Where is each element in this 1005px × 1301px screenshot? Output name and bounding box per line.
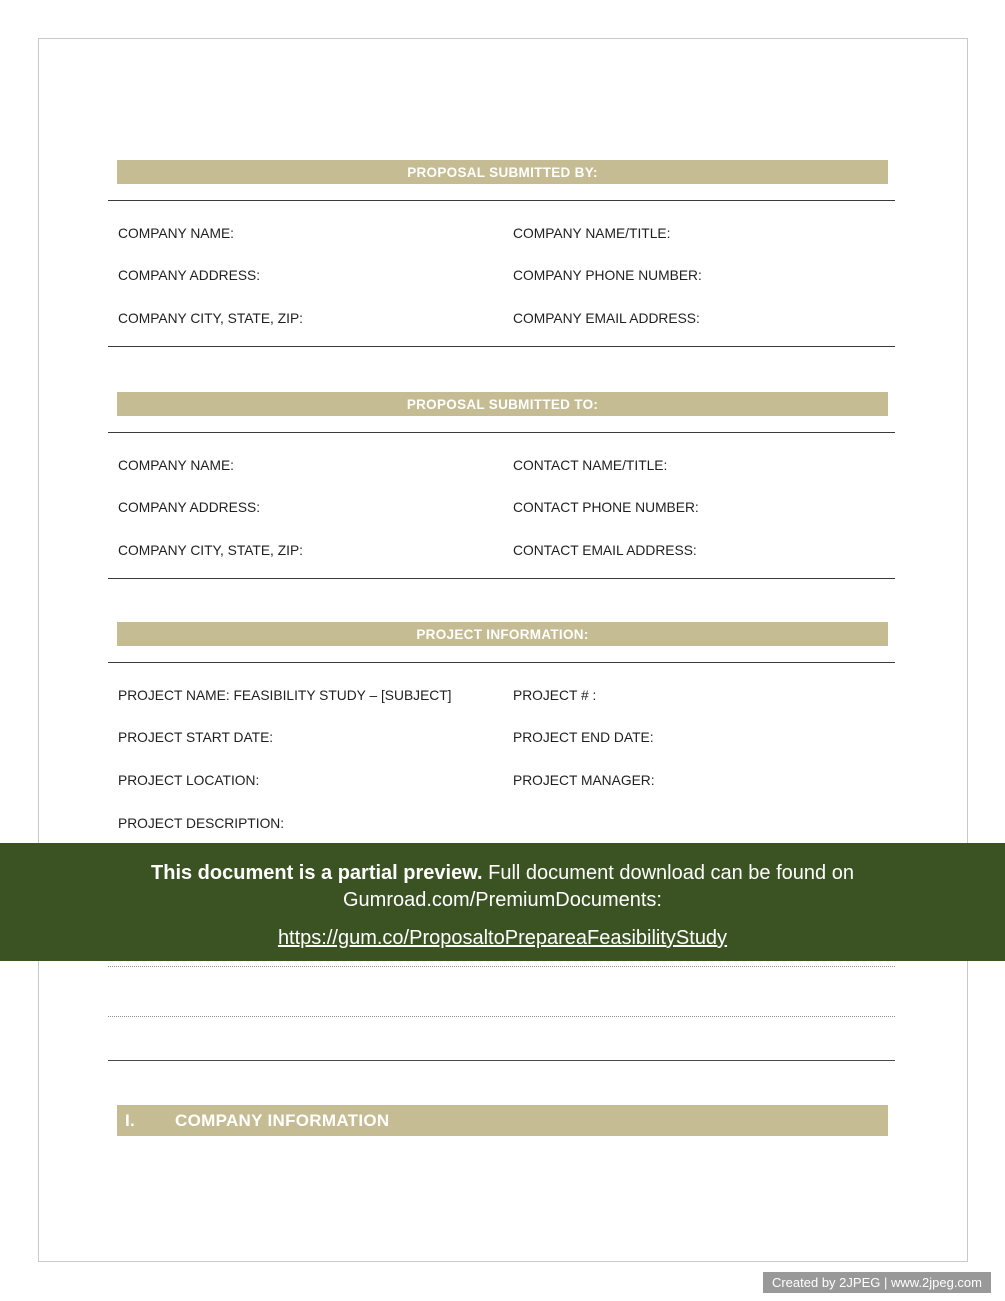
heading-numeral: I. bbox=[125, 1110, 136, 1130]
field-row bbox=[118, 773, 888, 788]
field-label: PROJECT END DATE: bbox=[513, 730, 654, 745]
section-proposal-submitted-by bbox=[117, 160, 888, 360]
field-row bbox=[118, 816, 888, 831]
section-divider bbox=[108, 200, 895, 201]
section-divider bbox=[108, 432, 895, 433]
field-label: CONTACT NAME/TITLE: bbox=[513, 458, 668, 473]
section-proposal-submitted-to bbox=[117, 392, 888, 588]
section-divider bbox=[108, 1060, 895, 1061]
field-label: PROJECT START DATE: bbox=[118, 730, 274, 745]
field-label: COMPANY ADDRESS: bbox=[118, 500, 261, 515]
section-title: PROJECT INFORMATION: bbox=[416, 626, 589, 642]
company-information-heading bbox=[117, 1105, 888, 1136]
field-row bbox=[118, 311, 888, 326]
field-label: CONTACT EMAIL ADDRESS: bbox=[513, 543, 697, 558]
field-label: COMPANY NAME/TITLE: bbox=[513, 226, 671, 241]
banner-text: Full document download can be found on Gumroad.com/PremiumDocuments: bbox=[343, 862, 854, 911]
field-row bbox=[118, 730, 888, 745]
field-label: CONTACT PHONE NUMBER: bbox=[513, 500, 699, 515]
section-title: PROPOSAL SUBMITTED BY: bbox=[407, 164, 598, 180]
field-label: COMPANY NAME: bbox=[118, 226, 235, 241]
field-label: COMPANY PHONE NUMBER: bbox=[513, 268, 702, 283]
banner-link-line bbox=[0, 927, 1005, 950]
field-label: PROJECT NAME: FEASIBILITY STUDY – [SUBJECT] bbox=[118, 688, 452, 703]
banner-download-link[interactable]: https://gum.co/ProposaltoPrepareaFeasibilityStudy bbox=[277, 927, 728, 949]
field-label: PROJECT LOCATION: bbox=[118, 773, 260, 788]
field-row bbox=[118, 458, 888, 473]
field-label: COMPANY NAME: bbox=[118, 458, 235, 473]
ruled-line bbox=[108, 1016, 895, 1017]
section-header-bar bbox=[117, 622, 888, 646]
watermark-badge: Created by 2JPEG | www.2jpeg.com bbox=[763, 1272, 991, 1293]
section-title: PROPOSAL SUBMITTED TO: bbox=[406, 396, 599, 412]
ruled-line bbox=[108, 966, 895, 967]
field-row bbox=[118, 500, 888, 515]
field-label: COMPANY CITY, STATE, ZIP: bbox=[118, 311, 304, 326]
section-divider bbox=[108, 662, 895, 663]
field-label: PROJECT DESCRIPTION: bbox=[118, 816, 285, 831]
section-header-bar bbox=[117, 392, 888, 416]
field-label: PROJECT MANAGER: bbox=[513, 773, 655, 788]
field-label: COMPANY CITY, STATE, ZIP: bbox=[118, 543, 304, 558]
section-divider bbox=[108, 346, 895, 347]
preview-banner bbox=[0, 843, 1005, 961]
section-project-information bbox=[117, 622, 888, 852]
banner-message bbox=[53, 843, 953, 914]
field-label: PROJECT # : bbox=[513, 688, 597, 703]
banner-bold-text: This document is a partial preview. bbox=[151, 862, 483, 884]
field-row bbox=[118, 543, 888, 558]
field-row bbox=[118, 226, 888, 241]
section-header-bar bbox=[117, 160, 888, 184]
section-divider bbox=[108, 578, 895, 579]
field-row bbox=[118, 268, 888, 283]
field-row bbox=[118, 688, 888, 703]
field-label: COMPANY ADDRESS: bbox=[118, 268, 261, 283]
heading-label: COMPANY INFORMATION bbox=[175, 1110, 390, 1130]
field-label: COMPANY EMAIL ADDRESS: bbox=[513, 311, 700, 326]
